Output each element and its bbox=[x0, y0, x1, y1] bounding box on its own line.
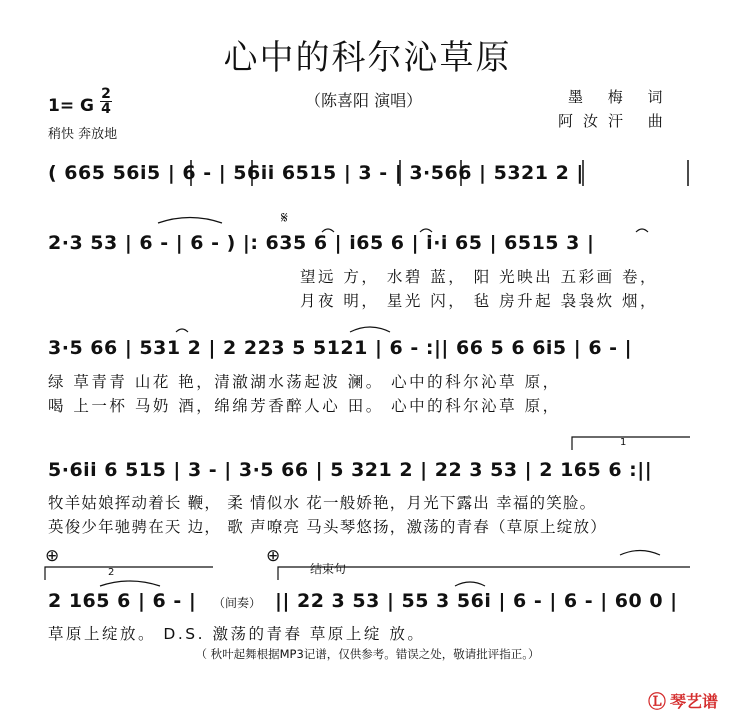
score-row-4-lyric-verse1: 牧羊姑娘挥动着长 鞭， 柔 情似水 花一般娇艳，月光下露出 幸福的笑脸。 bbox=[48, 494, 597, 512]
time-signature bbox=[100, 88, 112, 115]
score-row-3-lyric-verse1: 绿 草青青 山花 艳，清澈湖水荡起波 澜。 心中的科尔沁草 原， bbox=[48, 373, 561, 391]
score-row-3-lyric-verse2: 喝 上一杯 马奶 酒，绵绵芳香醉人心 田。 心中的科尔沁草 原， bbox=[48, 397, 561, 415]
score-row-2-lyric-verse2: 月夜 明， 星光 闪， 毡 房升起 袅袅炊 烟， bbox=[300, 292, 658, 310]
score-row-1-music: ( 665 56i5 | 6 - | 56ii 6515 | 3 - | 3·566 | 5321 2 | bbox=[48, 162, 584, 184]
logo-icon: Ⓛ bbox=[648, 692, 666, 713]
score-row-5-music-b: || 22 3 53 | 55 3 56i | 6 - | 6 - | 60 0 | bbox=[275, 590, 678, 612]
score-row-3-music: 3·5 66 | 531 2 | 2 223 5 5121 | 6 - :|| 66 5 6 6i5 | 6 - | bbox=[48, 337, 633, 359]
volta-2-label: 2 bbox=[108, 567, 115, 578]
score-row-2-music: 2·3 53 | 6 - | 6 - ) |: 635 6 | i65 6 | i·i 65 | 6515 3 | bbox=[48, 232, 595, 254]
song-title: 心中的科尔沁草原 bbox=[223, 38, 512, 78]
time-signature-bottom: 4 bbox=[101, 101, 111, 117]
ending-label: 结束句 bbox=[310, 562, 347, 576]
score-row-5-lyric: 草原上绽放。 D.S. 激荡的青春 草原上绽 放。 bbox=[48, 625, 426, 643]
site-brand: 琴艺谱 bbox=[670, 692, 719, 711]
composer-credit: 阿汝汗 曲 bbox=[558, 112, 673, 130]
tempo-marking: 稍快 奔放地 bbox=[48, 127, 118, 142]
score-row-5-music-a: 2 165 6 | 6 - | bbox=[48, 590, 197, 612]
segno-symbol: 𝄋 bbox=[281, 208, 288, 227]
transcription-footnote: （ 秋叶起舞根据MP3记谱，仅供参考。错误之处，敬请批评指正。） bbox=[195, 647, 540, 661]
key-signature: 1= G bbox=[48, 96, 94, 116]
singer-credit: （陈喜阳 演唱） bbox=[305, 91, 423, 110]
coda-symbol-right: ⊕ bbox=[266, 546, 281, 566]
coda-symbol-left: ⊕ bbox=[45, 546, 60, 566]
interlude-label: （间奏） bbox=[213, 596, 262, 610]
volta-1-label: 1 bbox=[620, 437, 627, 448]
time-signature-top: 2 bbox=[101, 86, 111, 102]
score-row-2-lyric-verse1: 望远 方， 水碧 蓝， 阳 光映出 五彩画 卷， bbox=[300, 268, 658, 286]
score-row-4-music: 5·6ii 6 515 | 3 - | 3·5 66 | 5 321 2 | 22 3 53 | 2 165 6 :|| bbox=[48, 459, 653, 481]
score-row-4-lyric-verse2: 英俊少年驰骋在天 边， 歌 声嘹亮 马头琴悠扬，激荡的青春（草原上绽放） bbox=[48, 518, 607, 536]
lyricist-credit: 墨 梅 词 bbox=[568, 88, 673, 106]
